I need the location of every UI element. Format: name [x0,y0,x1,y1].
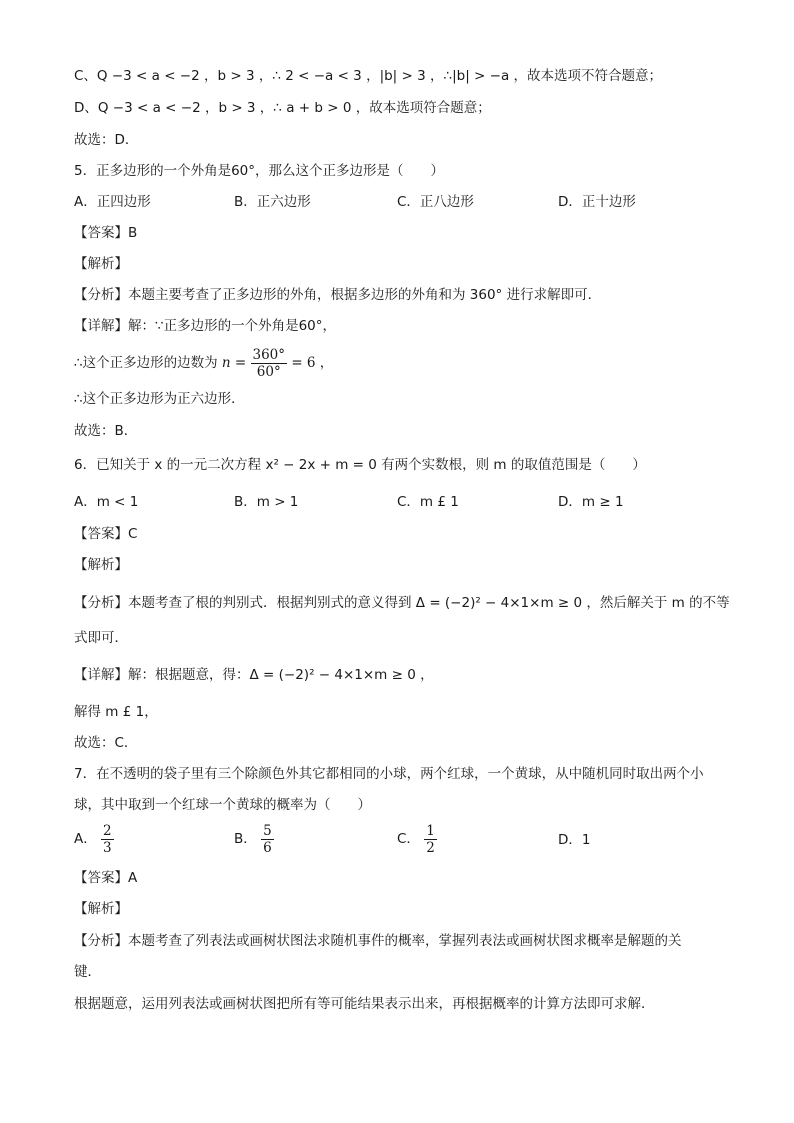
q7-option-d: D．1 [558,832,591,848]
q5-n-var: n = [221,355,247,371]
q5-detail-1: 【详解】解：∵正多边形的一个外角是60°， [74,318,337,334]
q6-option-c: C．m £ 1 [397,494,459,510]
question-5: 5．正多边形的一个外角是60°，那么这个正多边形是（ ） [74,163,445,179]
q5-option-d: D．正十边形 [558,194,636,210]
q7-option-b-fraction [261,823,274,856]
q7-solution-summary: 根据题意，运用列表法或画树状图把所有等可能结果表示出来，再根据概率的计算方法即可求解． [74,996,655,1012]
q6-analysis-line-2: 式即可． [74,630,128,646]
q5-detail-2 [74,346,333,380]
q5-answer: 【答案】B [74,225,138,241]
q7-option-a-fraction [101,823,114,856]
q7-a-denominator: 3 [103,839,112,856]
q5-detail-2-suffix: = 6 ， [291,355,334,371]
q5-fraction [251,347,288,380]
q5-analysis: 【分析】本题主要考查了正多边形的外角，根据多边形的外角和为 360° 进行求解即可． [74,287,602,303]
q5-option-b: B．正六边形 [234,194,311,210]
q7-c-numerator: 1 [426,822,435,839]
question-7-line-1: 7．在不透明的袋子里有三个除颜色外其它都相同的小球，两个红球，一个黄球，从中随机同时取出两个小 [74,766,704,782]
q6-option-b: B．m > 1 [234,494,299,510]
q5-option-c: C．正八边形 [397,194,474,210]
q4-final-answer: 故选：D． [74,132,139,148]
q6-detail-1: 【详解】解：根据题意，得：Δ = (−2)² − 4×1×m ≥ 0 ， [74,667,434,683]
q7-c-denominator: 2 [426,839,435,856]
q7-jiexi-heading: 【解析】 [74,901,128,917]
q5-final-answer: 故选：B． [74,423,138,439]
q7-answer: 【答案】A [74,870,138,886]
q6-final-answer: 故选：C． [74,735,138,751]
q7-b-numerator: 5 [263,822,272,839]
q5-jiexi-heading: 【解析】 [74,256,128,272]
q5-option-a: A．正四边形 [74,194,151,210]
q7-analysis-line-2: 键． [74,964,101,980]
q5-fraction-numerator: 360° [252,346,286,363]
q5-detail-3: ∴这个正多边形为正六边形． [74,391,245,407]
q7-option-c-label: C． [397,831,420,847]
q7-option-a-label: A． [74,831,97,847]
question-6: 6．已知关于 x 的一元二次方程 x² − 2x + m = 0 有两个实数根，则 m 的取值范围是（ ） [74,457,646,473]
q6-detail-2: 解得 m £ 1， [74,704,158,720]
q7-option-b-label: B． [234,831,257,847]
question-7-line-2: 球，其中取到一个红球一个黄球的概率为（ ） [74,797,371,813]
q7-option-b [234,822,274,856]
q7-option-c-fraction [424,823,437,856]
q6-answer: 【答案】C [74,526,138,542]
q5-fraction-denominator: 60° [256,363,281,380]
q6-option-a: A．m < 1 [74,494,139,510]
option-c-analysis: C、Q −3 < a < −2 ，b > 3 ，∴ 2 < −a < 3 ，|b| > 3 ，∴|b| > −a ，故本选项不符合题意； [74,68,663,84]
q6-analysis-line-1: 【分析】本题考查了根的判别式．根据判别式的意义得到 Δ = (−2)² − 4×1×m ≥ 0 ，然后解关于 m 的不等 [74,595,730,611]
q6-option-d: D．m ≥ 1 [558,494,624,510]
q7-option-c [397,822,437,856]
q7-a-numerator: 2 [103,822,112,839]
q7-option-a [74,822,114,856]
q7-b-denominator: 6 [263,839,272,856]
option-d-analysis: D、Q −3 < a < −2 ，b > 3 ，∴ a + b > 0 ，故本选项符合题意； [74,100,491,116]
q7-analysis-line-1: 【分析】本题考查了列表法或画树状图法求随机事件的概率，掌握列表法或画树状图求概率是解题的关 [74,933,682,949]
q5-detail-2-prefix: ∴这个正多边形的边数为 [74,355,218,371]
q6-jiexi-heading: 【解析】 [74,557,128,573]
